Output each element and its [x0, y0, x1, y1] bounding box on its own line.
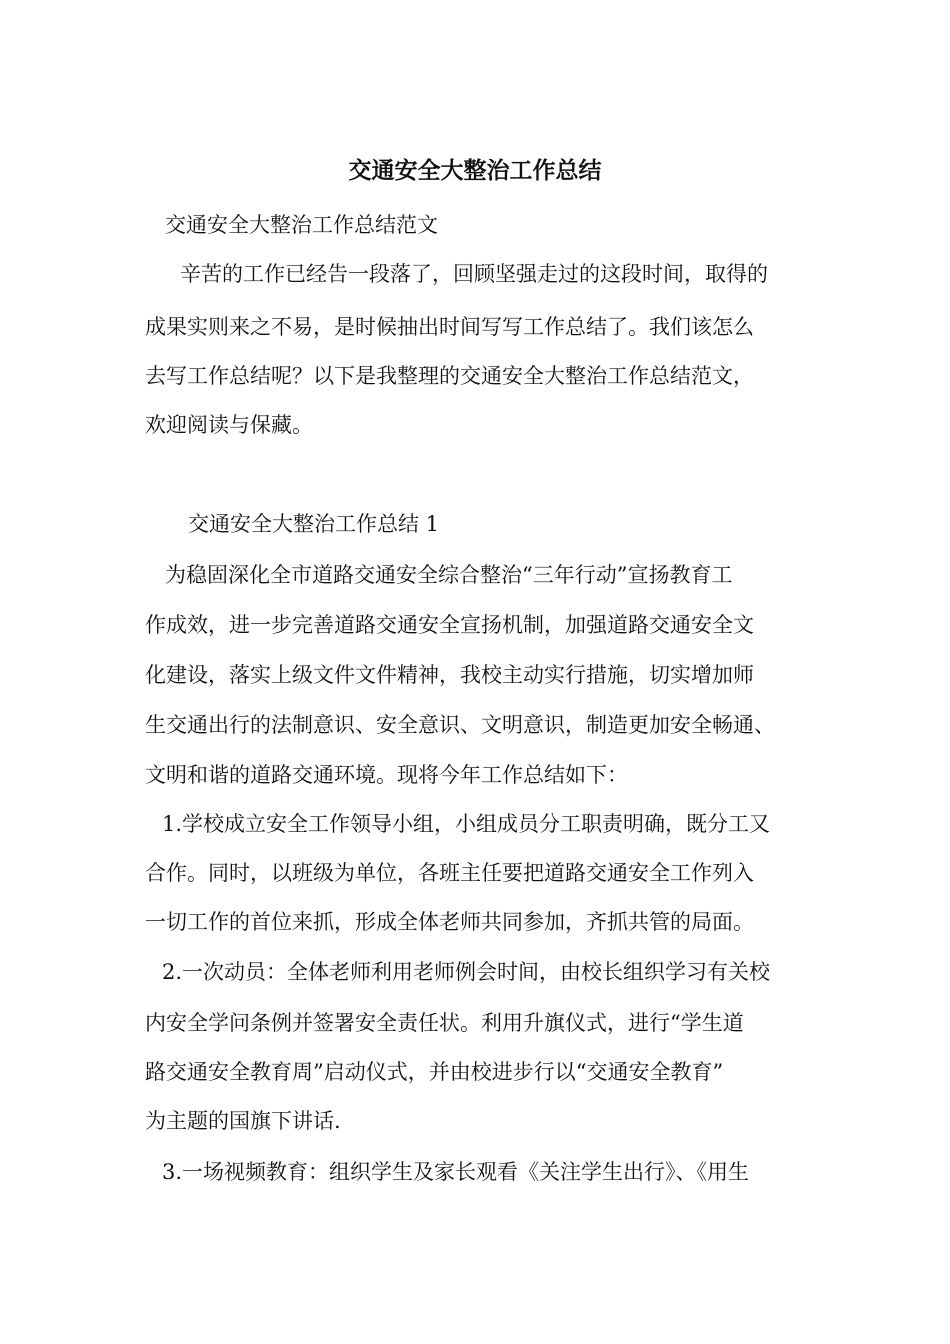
item-line: 1.学校成立安全工作领导小组，小组成员分工职责明确，既分工又 [162, 812, 771, 836]
body-line: 为稳固深化全市道路交通安全综合整治“三年行动”宣扬教育工 [165, 563, 733, 587]
item-line: 一切工作的首位来抓，形成全体老师共同参加，齐抓共管的局面。 [145, 910, 754, 934]
section-heading: 交通安全大整治工作总结 1 [188, 512, 440, 536]
intro-line: 欢迎阅读与保藏。 [145, 413, 313, 437]
body-line: 作成效，进一步完善道路交通安全宣扬机制，加强道路交通安全文 [145, 613, 754, 637]
item-line: 为主题的国旗下讲话. [145, 1109, 341, 1133]
intro-line: 辛苦的工作已经告一段落了，回顾坚强走过的这段时间，取得的 [180, 262, 768, 286]
item-line: 2.一次动员：全体老师利用老师例会时间，由校长组织学习有关校 [162, 960, 771, 984]
document-subtitle: 交通安全大整治工作总结范文 [165, 213, 438, 237]
body-line: 文明和谐的道路交通环境。现将今年工作总结如下： [145, 763, 628, 787]
item-line: 内安全学问条例并签署安全责任状。利用升旗仪式，进行“学生道 [145, 1011, 744, 1035]
item-line: 合作。同时，以班级为单位，各班主任要把道路交通安全工作列入 [145, 861, 754, 885]
body-line: 生交通出行的法制意识、安全意识、文明意识，制造更加安全畅通、 [145, 713, 775, 737]
item-line: 路交通安全教育周”启动仪式，并由校进步行以“交通安全教育” [145, 1060, 724, 1084]
intro-line: 去写工作总结呢？以下是我整理的交通安全大整治工作总结范文， [145, 364, 754, 388]
intro-line: 成果实则来之不易，是时候抽出时间写写工作总结了。我们该怎么 [145, 315, 754, 339]
document-title: 交通安全大整治工作总结 [348, 158, 602, 184]
body-line: 化建设，落实上级文件文件精神，我校主动实行措施，切实增加师 [145, 663, 754, 687]
item-line: 3.一场视频教育：组织学生及家长观看《关注学生出行》、《用生 [162, 1160, 750, 1184]
